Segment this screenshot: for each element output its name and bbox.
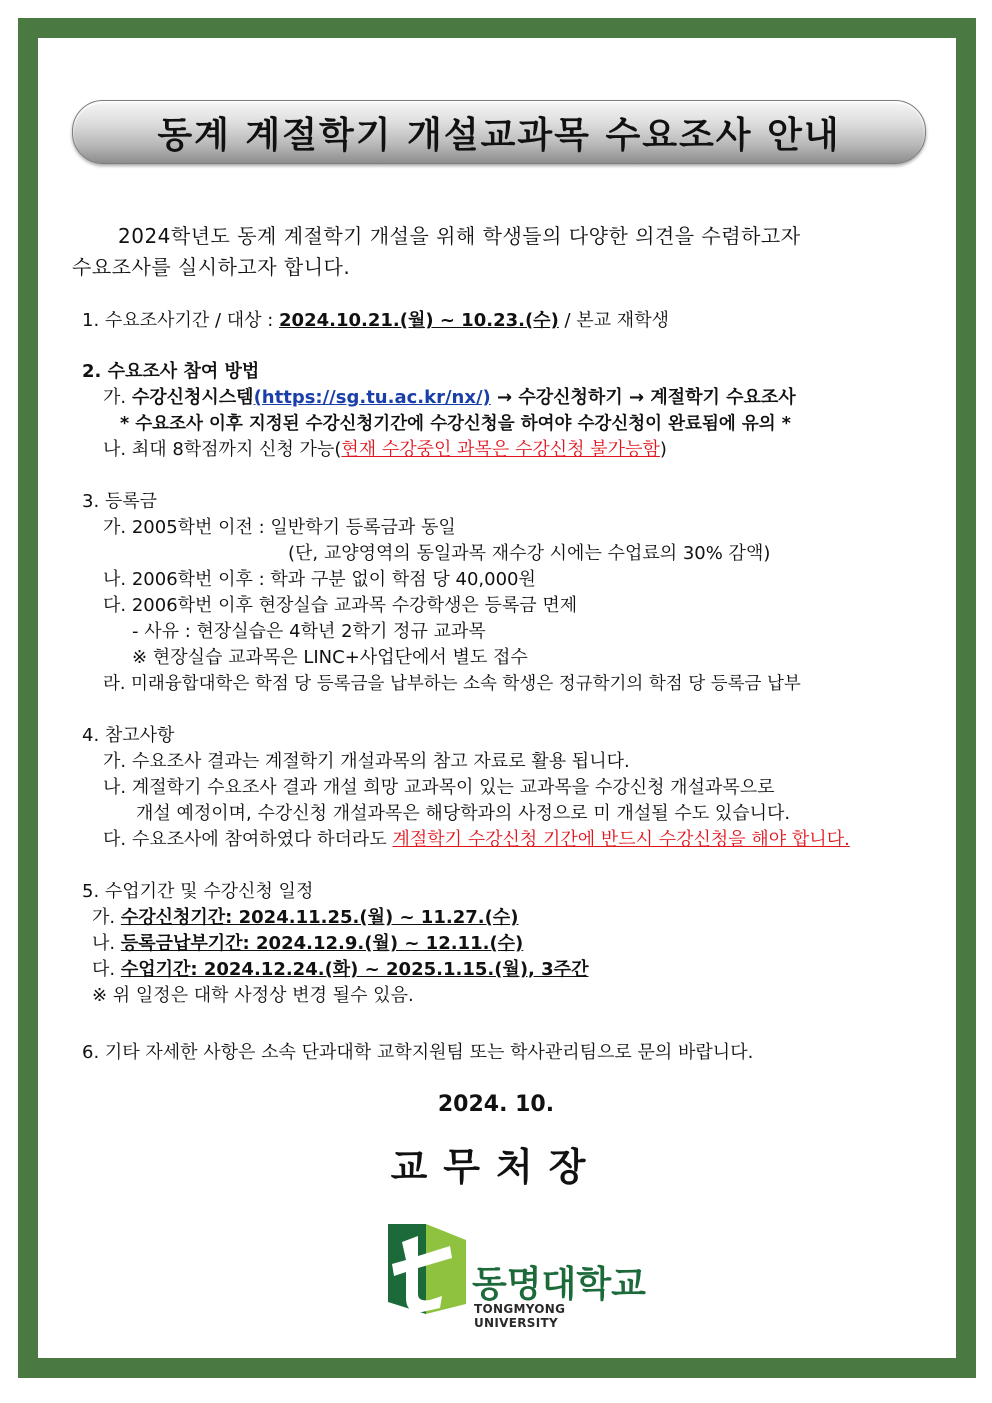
item-marker: 가.: [92, 907, 121, 928]
section-3-item-b: 나. 2006학번 이후 : 학과 구분 없이 학점 당 40,000원: [103, 569, 536, 590]
section-2-heading: 2. 수요조사 참여 방법: [82, 361, 260, 382]
section-3-heading: 3. 등록금: [82, 491, 158, 512]
issuing-department: 교무처장: [390, 1145, 602, 1189]
intro-line-1: 2024학년도 동계 계절학기 개설을 위해 학생들의 다양한 의견을 수렴하고자: [118, 224, 801, 248]
section-5-item-c: [92, 958, 588, 982]
section-5-item-b: [92, 932, 523, 956]
section-3-item-a-sub: (단, 교양영역의 동일과목 재수강 시에는 수업료의 30% 감액): [288, 543, 771, 564]
section-5-heading: 5. 수업기간 및 수강신청 일정: [82, 881, 314, 902]
intro-line-2: 수요조사를 실시하고자 합니다.: [72, 255, 351, 279]
item-c-text: 다. 수요조사에 참여하였다 하더라도: [103, 829, 393, 850]
item-b-text: 나. 최대 8학점까지 신청 가능(: [103, 439, 342, 460]
tuition-payment-period: 등록금납부기간: 2024.12.9.(월) ~ 12.11.(수): [120, 933, 524, 954]
item-b-warning: 현재 수강중인 과목은 수강신청 불가능함: [341, 439, 660, 460]
section-4-item-a: 가. 수요조사 결과는 계절학기 개설과목의 참고 자료로 활용 됩니다.: [103, 751, 630, 772]
page-title: 동계 계절학기 개설교과목 수요조사 안내: [157, 114, 841, 156]
item-marker: 가.: [103, 387, 132, 408]
item-b-close: ): [659, 439, 667, 460]
registration-period: 수강신청기간: 2024.11.25.(월) ~ 11.27.(수): [120, 907, 519, 928]
section-1: [82, 309, 669, 333]
item-marker: 다.: [92, 959, 121, 980]
survey-period: 2024.10.21.(월) ~ 10.23.(수): [279, 310, 559, 331]
section-3-item-c-sub-2: ※ 현장실습 교과목은 LINC+사업단에서 별도 접수: [132, 647, 528, 668]
system-name: 수강신청시스템: [131, 387, 254, 408]
item-c-warning: 계절학기 수강신청 기간에 반드시 수강신청을 해야 합니다.: [392, 829, 850, 850]
section-3-item-a: 가. 2005학번 이전 : 일반학기 등록금과 동일: [103, 517, 456, 538]
section-4-item-b-line-1: 나. 계절학기 수요조사 결과 개설 희망 교과목이 있는 교과목을 수강신청 개설과목으로: [103, 777, 775, 798]
menu-path: → 수강신청하기 → 계절학기 수요조사: [490, 387, 796, 408]
system-url-link[interactable]: (https://sg.tu.ac.kr/nx/): [253, 387, 491, 408]
section-6: 6. 기타 자세한 사항은 소속 단과대학 교학지원팀 또는 학사관리팀으로 문의 바랍니다.: [82, 1042, 754, 1063]
section-3-item-c-sub-1: - 사유 : 현장실습은 4학년 2학기 정규 교과목: [132, 621, 486, 642]
logo-name-korean: 동명대학교: [472, 1264, 646, 1305]
class-period: 수업기간: 2024.12.24.(화) ~ 2025.1.15.(월), 3주간: [120, 959, 589, 980]
section-2-item-b: [103, 438, 667, 462]
section-4-heading: 4. 참고사항: [82, 725, 175, 746]
university-logo: [380, 1218, 650, 1330]
title-banner: [72, 100, 926, 164]
section-5-item-a: [92, 906, 518, 930]
section-1-target: / 본교 재학생: [558, 310, 669, 331]
logo-name-english: TONGMYONG UNIVERSITY: [474, 1302, 566, 1330]
section-5-note: ※ 위 일정은 대학 사정상 변경 될수 있음.: [92, 985, 414, 1006]
section-1-label: 1. 수요조사기간 / 대상 :: [82, 310, 280, 331]
item-marker: 나.: [92, 933, 121, 954]
issue-date: 2024. 10.: [437, 1092, 555, 1117]
section-3-item-d: 라. 미래융합대학은 학점 당 등록금을 납부하는 소속 학생은 정규학기의 학점 당 등록금 납부: [103, 674, 801, 694]
section-2-item-a: [103, 386, 796, 410]
section-4-item-b-line-2: 개설 예정이며, 수강신청 개설과목은 해당학과의 사정으로 미 개설될 수도 있습니다.: [136, 803, 791, 824]
tongmyong-logo-icon: [380, 1218, 470, 1318]
section-2-note: * 수요조사 이후 지정된 수강신청기간에 수강신청을 하여야 수강신청이 완료됨에 유의 *: [120, 414, 791, 434]
section-4-item-c: [103, 828, 850, 852]
section-3-item-c: 다. 2006학번 이후 현장실습 교과목 수강학생은 등록금 면제: [103, 595, 578, 616]
